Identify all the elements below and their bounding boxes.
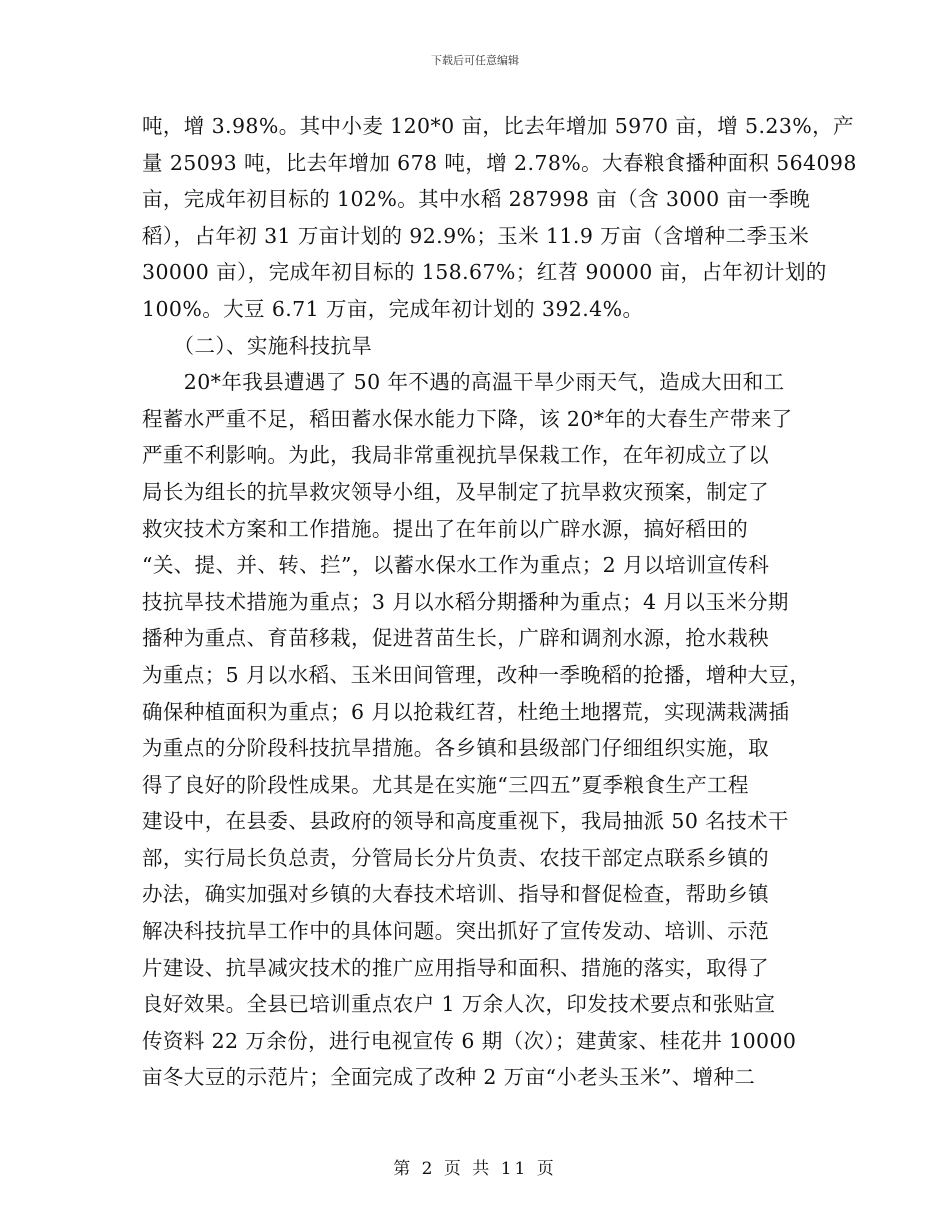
body-line: 建设中，在县委、县政府的领导和高度重视下，我局抽派 50 名技术干 [142,809,789,834]
body-line: “关、提、并、转、拦”，以蓄水保水工作为重点；2 月以培训宣传科 [142,553,770,578]
body-line: 20*年我县遭遇了 50 年不遇的高温干旱少雨天气，造成大田和工 [142,370,785,395]
body-line: 亩冬大豆的示范片；全面完成了改种 2 万亩“小老头玉米”、增种二 [142,1065,756,1090]
body-line: 亩，完成年初目标的 102%。其中水稻 287998 亩（含 3000 亩一季晚 [142,187,811,212]
page-number: 第 2 页 共 11 页 [393,1159,557,1179]
document-body [142,108,857,1096]
body-line: 得了良好的阶段性成果。尤其是在实施“三四五”夏季粮食生产工程 [142,772,749,797]
body-line: 吨，增 3.98%。其中小麦 120*0 亩，比去年增加 5970 亩，增 5.23%，产 [142,114,854,138]
body-line: 确保种植面积为重点；6 月以抢栽红苕，杜绝土地撂荒，实现满栽满插 [142,699,790,724]
section-heading: （二）、实施科技抗旱 [142,333,373,358]
body-line: 办法，确实加强对乡镇的大春技术培训、指导和督促检查，帮助乡镇 [142,882,769,907]
body-line: 部，实行局长负总责，分管局长分片负责、农技干部定点联系乡镇的 [142,845,769,870]
body-line: 解决科技抗旱工作中的具体问题。突出抓好了宣传发动、培训、示范 [142,919,769,944]
body-line: 传资料 22 万余份，进行电视宣传 6 期（次）；建黄家、桂花井 10000 [142,1028,797,1053]
body-line: 量 25093 吨，比去年增加 678 吨，增 2.78%。大春粮食播种面积 564098 [142,150,857,175]
body-line: 救灾技术方案和工作措施。提出了在年前以广辟水源，搞好稻田的 [142,516,749,541]
body-line: 严重不利影响。为此，我局非常重视抗旱保栽工作，在年初成立了以 [142,443,769,468]
body-line: 稻），占年初 31 万亩计划的 92.9%；玉米 11.9 万亩（含增种二季玉米 [142,223,810,248]
body-line: 技抗旱技术措施为重点；3 月以水稻分期播种为重点；4 月以玉米分期 [142,589,789,614]
body-line: 为重点；5 月以水稻、玉米田间管理，改种一季晚稻的抢播，增种大豆， [142,662,811,687]
page-header: 下载后可任意编辑 [431,54,519,67]
body-line: 100%。大豆 6.71 万亩，完成年初计划的 392.4%。 [142,296,644,321]
body-line: 片建设、抗旱减灾技术的推广应用指导和面积、措施的落实，取得了 [142,955,769,980]
body-line: 程蓄水严重不足，稻田蓄水保水能力下降，该 20*年的大春生产带来了 [142,406,793,431]
body-line: 30000 亩），完成年初目标的 158.67%；红苕 90000 亩，占年初计划的 [142,260,827,285]
body-line: 局长为组长的抗旱救灾领导小组，及早制定了抗旱救灾预案，制定了 [142,479,769,504]
body-line: 播种为重点、育苗移栽，促进苕苗生长，广辟和调剂水源，抢水栽秧 [142,626,769,651]
body-line: 为重点的分阶段科技抗旱措施。各乡镇和县级部门仔细组织实施，取 [142,736,769,761]
body-line: 良好效果。全县已培训重点农户 1 万余人次，印发技术要点和张贴宣 [142,992,776,1017]
